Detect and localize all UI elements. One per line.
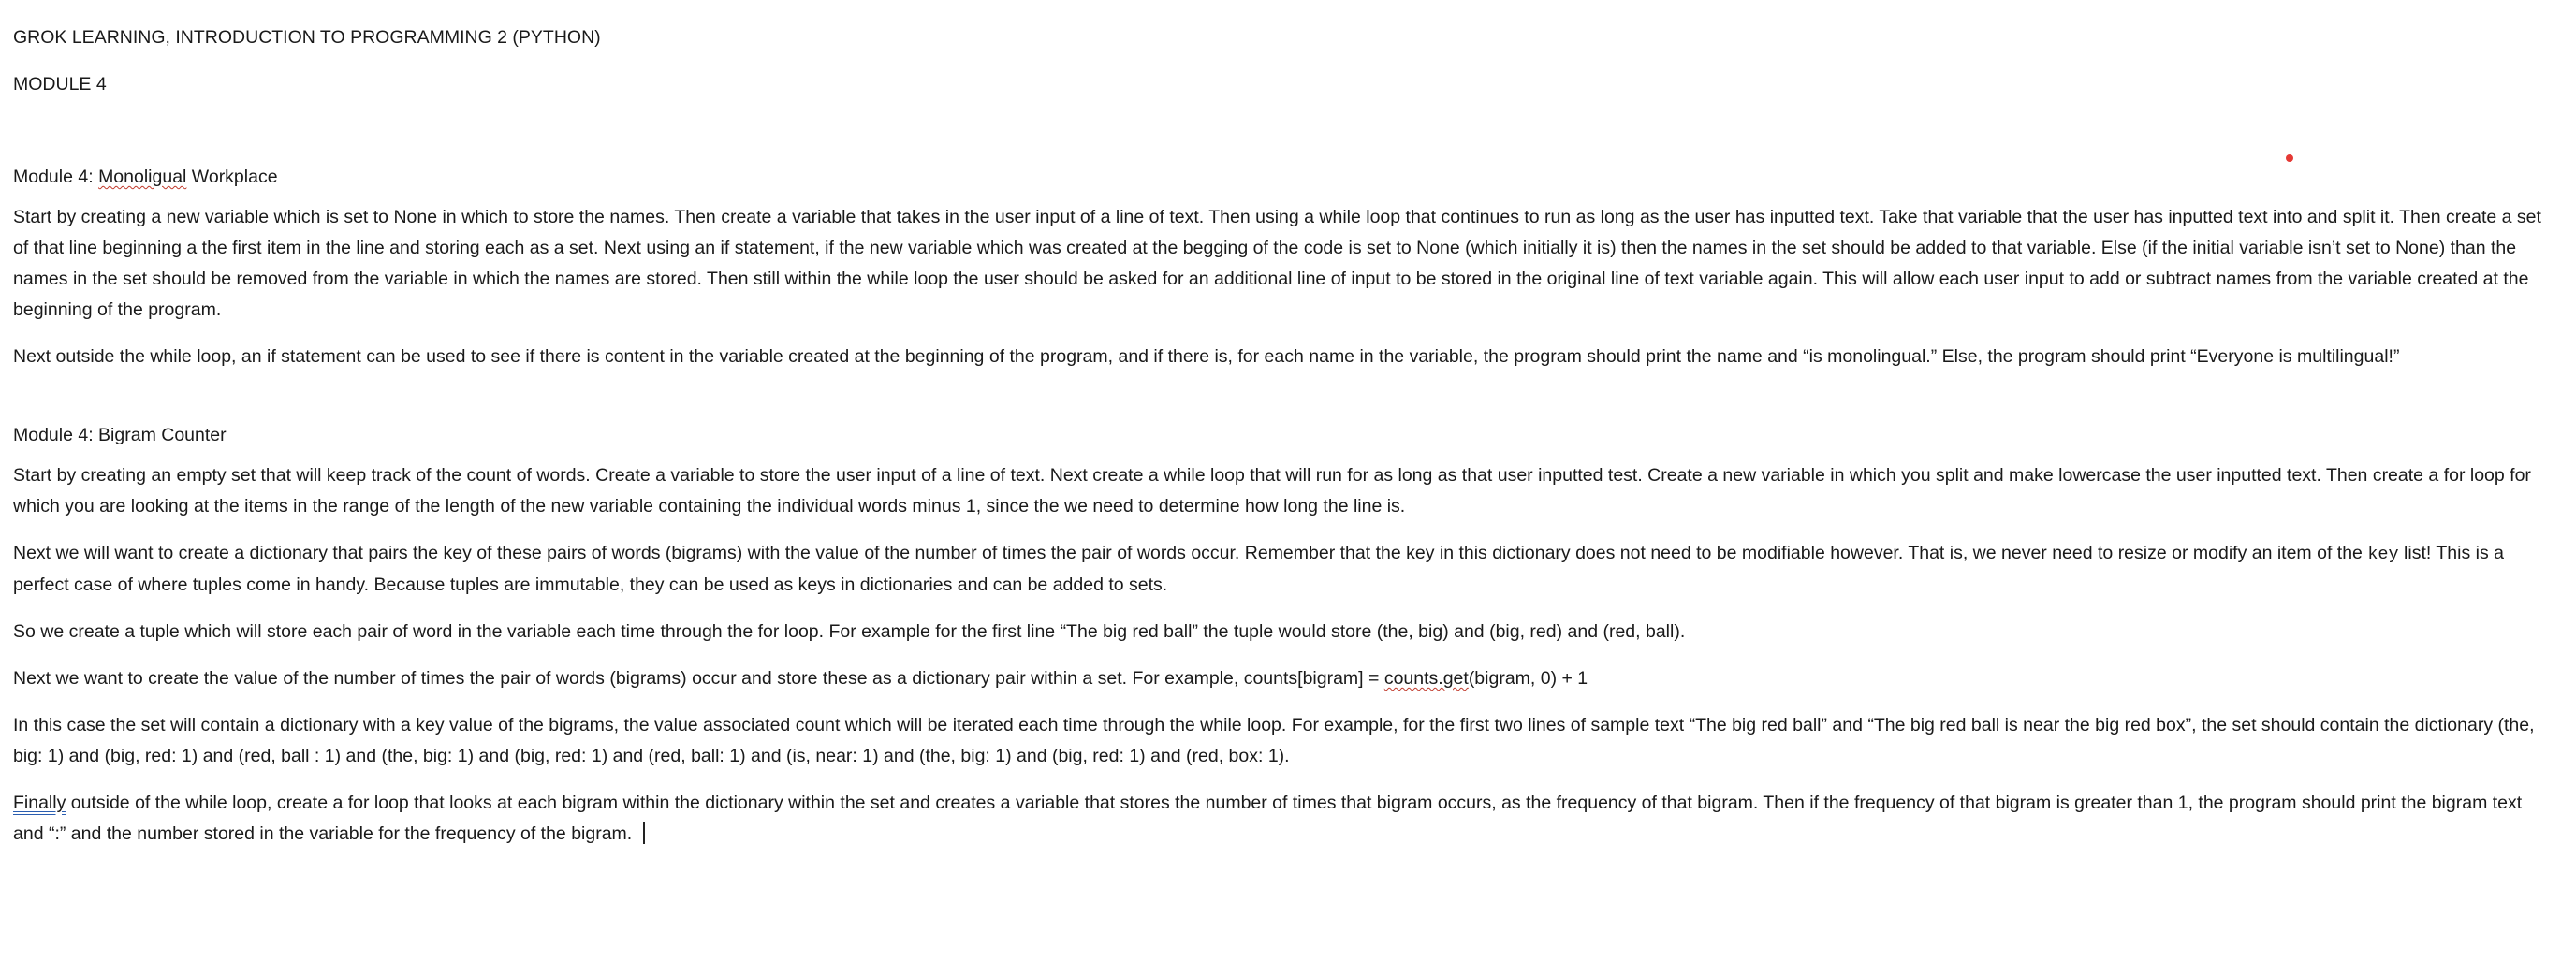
section-heading-monolingual (13, 162, 2557, 193)
section-heading-bigram: Module 4: Bigram Counter (13, 425, 227, 445)
document-title: GROK LEARNING, INTRODUCTION TO PROGRAMMING 2 (PYTHON) (13, 27, 601, 48)
paragraph (13, 663, 2557, 694)
grammar-flagged-word: Finally (13, 793, 66, 813)
text-cursor (643, 822, 645, 844)
paragraph: Start by creating an empty set that will keep track of the count of words. Create a variable to store the user input of a line of text. Next create a while loop that will run for as long as that user inputted test. Create a new variable in which you split and make lowercase the user inputted text. Then create a for loop for which you are looking at the items in the range of the length of the new variable containing the individual words minus 1, since the we need to determine how long the line is. (13, 465, 2531, 517)
heading-suffix: Workplace (186, 167, 278, 187)
paragraph-text: Next we want to create the value of the number of times the pair of words (bigrams) occur and store these as a dictionary pair within a set. For example, counts[bigram] = (13, 668, 1384, 689)
paragraph (13, 788, 2557, 850)
heading-prefix: Module 4: (13, 167, 99, 187)
paragraph: Start by creating a new variable which is set to None in which to store the names. Then create a variable that takes in the user input of a line of text. Then using a while loop that continues to run as long as the user has inputted text. Take that variable that the user has inputted text into and split it. Then create a set of that line beginning a the first item in the line and storing each as a set. Next using an if statement, if the new variable which was created at the begging of the code is set to None (which initially it is) then the names in the set should be added to that variable. Else (if the initial variable isn’t set to None) than the names in the set should be removed from the variable in which the names are stored. Then still within the while loop the user should be asked for an additional line of input to be stored in the original line of text variable again. This will allow each user input to add or subtract names from the variable created at the beginning of the program. (13, 207, 2541, 320)
paragraph (13, 538, 2557, 601)
paragraph-text: (bigram, 0) + 1 (1468, 668, 1588, 689)
paragraph-text: list! This is a perfect case of where tuples come in handy. Because tuples are immutable, they can be used as keys in dictionaries and can be added to sets. (13, 543, 2504, 595)
document-body[interactable] (13, 22, 2557, 866)
paragraph: Next outside the while loop, an if statement can be used to see if there is content in the variable created at the beginning of the program, and if there is, for each name in the variable, the program should print the name and “is monolingual.” Else, the program should print “Everyone is multilingual!” (13, 346, 2400, 367)
paragraph-text: outside of the while loop, create a for loop that looks at each bigram within the dictionary within the set and creates a variable that stores the number of times that bigram occurs, as the frequency of that bigram. Then if the frequency of that bigram is greater than 1, the program should print the bigram text and “:” and the number stored in the variable for the frequency of the bigram. (13, 793, 2523, 844)
red-marker-dot (2286, 154, 2293, 162)
paragraph-text: Next we will want to create a dictionary that pairs the key of these pairs of words (bigrams) with the value of the number of times the pair of words occur. Remember that the key in this dictionary does not need to be modifiable however. That is, we never need to resize or modify an item of the (13, 543, 2368, 563)
paragraph: In this case the set will contain a dictionary with a key value of the bigrams, the value associated count which will be iterated each time through the while loop. For example, for the first two lines of sample text “The big red ball” and “The big red ball is near the big red box”, the set should contain the dictionary (the, big: 1) and (big, red: 1) and (red, ball : 1) and (the, big: 1) and (big, red: 1) and (red, ball: 1) and (is, near: 1) and (the, big: 1) and (big, red: 1) and (red, box: 1). (13, 715, 2535, 766)
blank-space (13, 100, 2557, 162)
misspelled-word: counts.get (1383, 668, 1469, 689)
blank-space (13, 388, 2557, 420)
misspelled-word: Monoligual (98, 167, 187, 187)
module-label: MODULE 4 (13, 74, 107, 95)
inline-code: key (2367, 545, 2399, 564)
paragraph: So we create a tuple which will store each pair of word in the variable each time through the for loop. For example for the first line “The big red ball” the tuple would store (the, big) and (big, red) and (red, ball). (13, 621, 1686, 642)
